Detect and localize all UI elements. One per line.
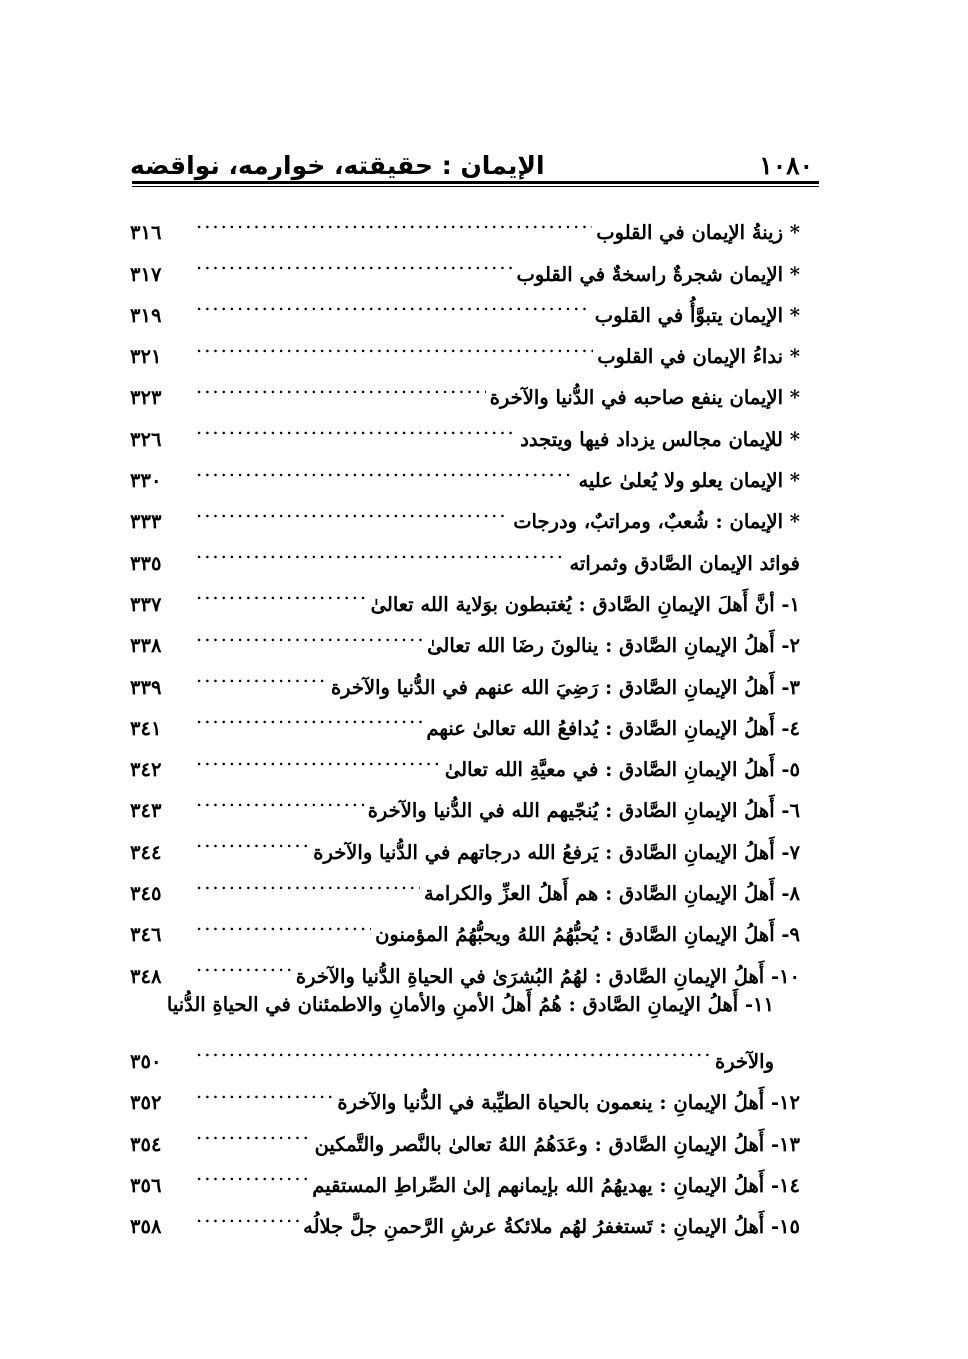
toc-entry-page: ٣٤١	[130, 716, 162, 740]
toc-leader-dots	[196, 941, 292, 982]
toc-leader-dots	[196, 1109, 311, 1150]
page-header	[130, 128, 813, 178]
toc-leader-dots	[196, 776, 364, 817]
toc-leader-dots	[196, 1068, 333, 1109]
toc-entry-wrapped-line	[130, 983, 800, 1027]
toc-entry-page: ٣٥٦	[130, 1173, 162, 1197]
toc-entry-page: ٣٥٢	[130, 1091, 162, 1115]
toc-entry-title: ١٤- أَهلُ الإيمانِ : يهديهُمُ الله بإيمانهم إلىٰ الصِّراطِ المستقيم	[312, 1173, 800, 1197]
toc-leader-dots	[196, 859, 420, 900]
toc-entry	[130, 198, 800, 245]
table-of-contents	[130, 198, 800, 1239]
toc-entry	[130, 1068, 800, 1115]
toc-leader-dots	[196, 1151, 308, 1192]
toc-leader-dots	[196, 900, 371, 941]
toc-entry-page: ٣٣٠	[130, 469, 162, 493]
toc-leader-dots	[196, 817, 309, 858]
toc-entry-page: ٣٤٢	[130, 758, 162, 782]
toc-entry-page: ٣٣٧	[130, 592, 162, 616]
toc-leader-dots	[196, 487, 509, 528]
toc-entry-page: ٣٤٣	[130, 799, 162, 823]
toc-entry-title: ٦- أَهلُ الإيمانِ الصَّادق : يُنجّيهم الله في الدُّنيا والآخرة	[367, 799, 800, 823]
toc-entry-title: ٢- أَهلُ الإيمانِ الصَّادق : ينالونَ رضَا الله تعالىٰ	[427, 634, 800, 658]
toc-leader-dots	[196, 735, 441, 776]
toc-leader-dots	[196, 694, 422, 735]
toc-leader-dots	[196, 528, 565, 569]
toc-leader-dots	[196, 239, 513, 280]
toc-entry-title: ٧- أَهلُ الإيمانِ الصَّادق : يَرفعُ الله درجاتهم في الدُّنيا والآخرة	[313, 840, 800, 864]
toc-leader-dots	[196, 363, 486, 404]
toc-entry-title: ١٢- أَهلُ الإيمانِ : ينعمون بالحياة الطيِّبة في الدُّنيا والآخرة	[337, 1091, 800, 1115]
toc-entry-title: * الإيمان يعلو ولا يُعلىٰ عليه	[578, 469, 800, 493]
toc-entry-title: ٤- أَهلُ الإيمانِ الصَّادق : يُدافعُ الله تعالىٰ عنهم	[426, 716, 800, 740]
toc-entry-page: ٣٥٤	[130, 1132, 162, 1156]
header-book-title: الإيمان : حقيقته، خوارمه، نواقضه	[130, 151, 545, 180]
toc-entry-title: ٥- أَهلُ الإيمانِ الصَّادق : في معيَّةِ الله تعالىٰ	[444, 758, 800, 782]
toc-entry-title: * الإيمان : شُعبٌ، ومراتبٌ، ودرجات	[513, 510, 800, 534]
toc-entry-title: * زينةُ الإيمان في القلوب	[596, 221, 800, 245]
toc-entry-page: ٣٥٠	[130, 1049, 162, 1073]
toc-entry-title: ٣- أَهلُ الإيمانِ الصَّادق : رَضِيَ الله عنهم في الدُّنيا والآخرة	[330, 675, 800, 699]
toc-leader-dots	[196, 404, 516, 445]
toc-leader-dots	[196, 1027, 711, 1068]
toc-entry-title: ١١- أَهلُ الإيمانِ الصَّادق : هُمُ أَهلُ الأمنِ والأمانِ والاطمئنان في الحياةِ الدُّنيا	[166, 992, 774, 1016]
toc-entry-page: ٣٣٣	[130, 510, 162, 534]
toc-entry-page: ٣١٧	[130, 262, 162, 286]
toc-leader-dots	[196, 611, 423, 652]
toc-entry-page: ٣١٦	[130, 221, 162, 245]
header-page-number: ١٠٨٠	[759, 151, 813, 180]
toc-entry-title: * الإيمان شجرةٌ راسخةٌ في القلوب	[516, 262, 800, 286]
toc-entry-page: ٣٥٨	[130, 1215, 162, 1239]
toc-entry-title: ١- أنَّ أَهلَ الإيمانِ الصَّادق : يُغتبطون بوَلاية الله تعالىٰ	[370, 592, 800, 616]
toc-entry-title: * الإيمان يتبوَّأُ في القلوب	[594, 303, 800, 327]
toc-entry-title: والآخرة	[715, 1049, 774, 1073]
toc-entry-title: ١٥- أَهلُ الإيمانِ : تَستغفرُ لهُم ملائكةُ عرشِ الرَّحمنِ جلَّ جلالُه	[303, 1215, 800, 1239]
toc-leader-dots	[196, 652, 327, 693]
header-rule	[132, 181, 819, 184]
header-rule-thin	[132, 186, 819, 187]
toc-entry-page: ٣١٩	[130, 303, 162, 327]
toc-entry-page: ٣٣٨	[130, 634, 162, 658]
toc-entry-title: * نداءُ الإيمان في القلوب	[597, 345, 800, 369]
toc-leader-dots	[196, 322, 593, 363]
toc-entry-page: ٣٢٣	[130, 386, 162, 410]
toc-entry-title: * للإيمان مجالس يزداد فيها ويتجدد	[520, 427, 800, 451]
toc-entry-title: ١٣- أَهلُ الإيمانِ الصَّادق : وعَدَهُمُ اللهُ تعالىٰ بالنَّصر والتَّمكين	[314, 1132, 800, 1156]
toc-entry-title: * الإيمان ينفع صاحبه في الدُّنيا والآخرة	[489, 386, 800, 410]
toc-entry-title: ٨- أَهلُ الإيمانِ الصَّادق : هم أَهلُ العزِّ والكرامة	[424, 882, 800, 906]
toc-entry-page: ٣٤٨	[130, 964, 162, 988]
toc-entry-title: ٩- أَهلُ الإيمانِ الصَّادق : يُحبُّهُمُ اللهُ ويحبُّهُمُ المؤمنون	[375, 923, 800, 947]
toc-leader-dots	[196, 570, 367, 611]
toc-leader-dots	[196, 281, 591, 322]
toc-entry-page: ٣٢٦	[130, 427, 162, 451]
toc-entry-title: فوائد الإيمان الصَّادق وثمراته	[569, 551, 800, 575]
toc-entry-page: ٣٣٩	[130, 675, 162, 699]
toc-leader-dots	[196, 1192, 299, 1233]
toc-entry-page: ٣٤٥	[130, 882, 162, 906]
toc-entry-page: ٣٤٤	[130, 840, 162, 864]
toc-leader-dots	[196, 198, 592, 239]
toc-entry-title: ١٠- أَهلُ الإيمانِ الصَّادق : لهُمُ البُشرَىٰ في الحياةِ الدُّنيا والآخرة	[295, 964, 800, 988]
toc-leader-dots	[196, 446, 574, 487]
toc-entry-page: ٣٣٥	[130, 551, 162, 575]
toc-entry-page: ٣٤٦	[130, 923, 162, 947]
toc-entry-page: ٣٢١	[130, 345, 162, 369]
toc-entry-continuation	[130, 1027, 800, 1073]
